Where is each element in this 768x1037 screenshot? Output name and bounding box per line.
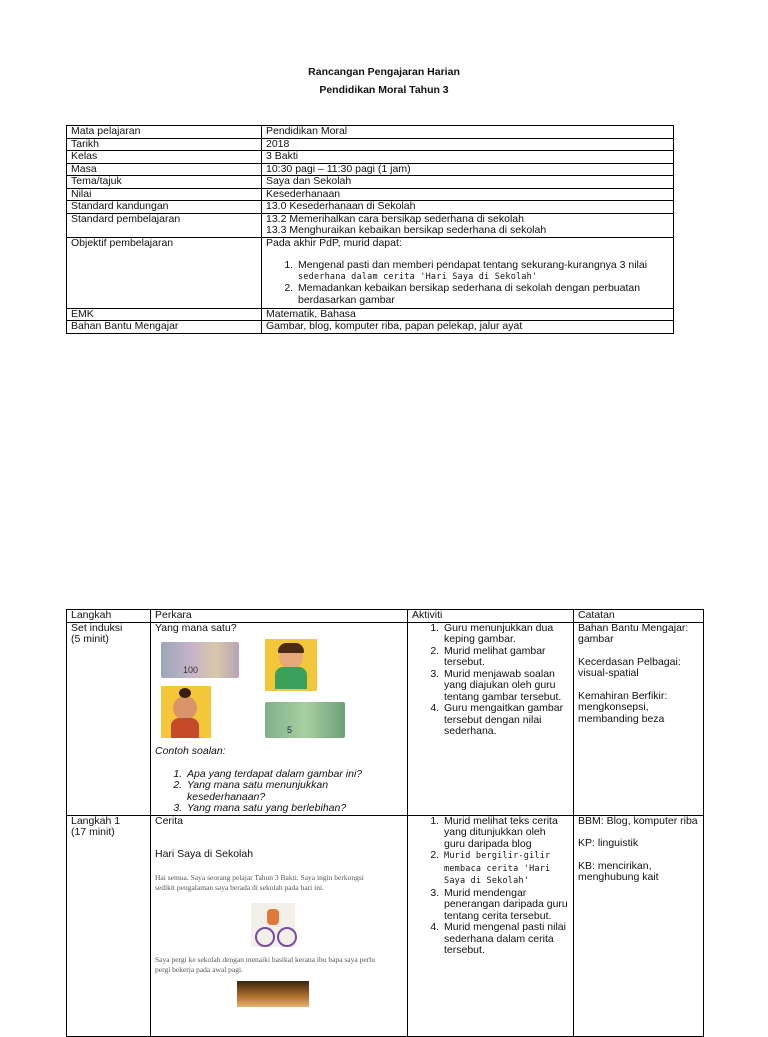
objektif-text: sederhana dalam cerita 'Hari Saya di Sekolah' bbox=[298, 271, 538, 282]
info-row-standard-pembelajaran bbox=[67, 213, 674, 237]
banknote-value: 100 bbox=[183, 664, 199, 675]
lesson-row-set-induksi bbox=[67, 622, 704, 815]
note-text: KB: mencirikan, menghubung kait bbox=[578, 859, 659, 883]
lesson-table bbox=[66, 609, 704, 1037]
note-text: KP: linguistik bbox=[578, 837, 639, 849]
info-row bbox=[67, 163, 674, 176]
activity-text: Guru mengaitkan gambar tersebut dengan nilai sederhana. bbox=[444, 702, 564, 737]
activity-text: Murid bergilir-gilir membaca cerita 'Hari Saya di Sekolah' bbox=[444, 851, 551, 886]
lesson-header-row bbox=[67, 610, 704, 623]
aktiviti-cell bbox=[408, 815, 574, 1036]
info-key: Objektif pembelajaran bbox=[67, 237, 262, 308]
info-value bbox=[262, 213, 674, 237]
note-text: Bahan Bantu Mengajar: gambar bbox=[578, 621, 689, 645]
document-title: Rancangan Pengajaran Harian bbox=[308, 66, 460, 78]
note-text: Kecerdasan Pelbagai: visual-spatial bbox=[578, 655, 681, 679]
question-text: Yang mana satu menunjukkan kesederhanaan? bbox=[187, 779, 329, 803]
step-duration: (5 minit) bbox=[71, 633, 109, 645]
info-row bbox=[67, 321, 674, 334]
info-value bbox=[262, 237, 674, 308]
contoh-label: Contoh soalan: bbox=[155, 745, 226, 757]
list-item bbox=[442, 669, 569, 704]
step-cell bbox=[67, 622, 151, 815]
story-title: Hari Saya di Sekolah bbox=[155, 848, 254, 860]
story-paragraph: Hai semua. Saya seorang pelajar Tahun 3 Bakti. Saya ingin berkongsi sedikit pengalaman saya berada di sekolah pada hari ini. bbox=[155, 872, 364, 892]
objektif-list bbox=[266, 260, 669, 306]
story-paragraph: Saya pergi ke sekolah dengan menaiki basikal kerana ibu bapa saya perlu pergi bekerja pada awal pagi. bbox=[155, 954, 375, 974]
info-row bbox=[67, 308, 674, 321]
perkara-title: Cerita bbox=[155, 814, 184, 827]
question-text: Apa yang terdapat dalam gambar ini? bbox=[187, 767, 363, 780]
info-value: 2018 bbox=[262, 138, 674, 151]
info-key: Masa bbox=[67, 163, 262, 176]
step-name: Set induksi bbox=[71, 621, 123, 634]
image-area bbox=[155, 634, 403, 740]
column-header: Catatan bbox=[574, 610, 704, 623]
list-item bbox=[296, 260, 669, 283]
activity-list bbox=[412, 623, 569, 738]
info-table bbox=[66, 125, 674, 334]
list-item bbox=[442, 623, 569, 646]
info-key: Tarikh bbox=[67, 138, 262, 151]
school-photo-image bbox=[237, 981, 309, 1007]
list-item bbox=[442, 816, 569, 851]
list-item bbox=[442, 646, 569, 669]
info-value: Pendidikan Moral bbox=[262, 126, 674, 139]
info-key: Nilai bbox=[67, 188, 262, 201]
aktiviti-cell bbox=[408, 622, 574, 815]
info-key: Standard kandungan bbox=[67, 201, 262, 214]
objektif-intro: Pada akhir PdP, murid dapat: bbox=[266, 236, 402, 249]
info-row bbox=[67, 151, 674, 164]
activity-list bbox=[412, 816, 569, 957]
info-value: Gambar, blog, komputer riba, papan pelekap, jalur ayat bbox=[262, 321, 674, 334]
info-row bbox=[67, 138, 674, 151]
info-key: Standard pembelajaran bbox=[67, 213, 262, 237]
catatan-cell bbox=[574, 815, 704, 1036]
perkara-cell bbox=[151, 622, 408, 815]
info-value: Kesederhanaan bbox=[262, 188, 674, 201]
list-item bbox=[296, 283, 669, 306]
activity-text: Murid menjawab soalan yang diajukan oleh guru tentang gambar tersebut. bbox=[444, 667, 562, 703]
column-header: Langkah bbox=[67, 610, 151, 623]
girl-character-image bbox=[161, 686, 211, 738]
step-cell bbox=[67, 815, 151, 1036]
step-name: Langkah 1 bbox=[71, 814, 121, 827]
cyclist-image bbox=[155, 901, 403, 951]
column-header: Aktiviti bbox=[408, 610, 574, 623]
activity-text: Murid mengenal pasti nilai sederhana dalam cerita tersebut. bbox=[444, 921, 566, 956]
catatan-cell bbox=[574, 622, 704, 815]
info-row bbox=[67, 176, 674, 189]
activity-text: Murid mendengar penerangan daripada guru tentang cerita tersebut. bbox=[444, 886, 568, 922]
activity-text: Murid melihat teks cerita yang ditunjukkan oleh guru daripada blog bbox=[444, 814, 558, 850]
perkara-title: Yang mana satu? bbox=[155, 621, 237, 634]
info-row bbox=[67, 201, 674, 214]
info-row bbox=[67, 188, 674, 201]
list-item bbox=[442, 922, 569, 957]
lesson-row-langkah-1 bbox=[67, 815, 704, 1036]
info-value: Saya dan Sekolah bbox=[262, 176, 674, 189]
list-item bbox=[442, 850, 569, 888]
note-text: Kemahiran Berfikir: mengkonsepsi, membanding beza bbox=[578, 689, 668, 725]
document-subtitle: Pendidikan Moral Tahun 3 bbox=[319, 84, 449, 96]
info-row-objektif bbox=[67, 237, 674, 308]
step-duration: (17 minit) bbox=[71, 826, 115, 838]
list-item bbox=[185, 803, 403, 815]
info-row bbox=[67, 126, 674, 139]
column-header: Perkara bbox=[151, 610, 408, 623]
banknote-5-image bbox=[265, 702, 345, 738]
list-item bbox=[185, 780, 403, 803]
objektif-text: 1. Mengenal pasti dan memberi pendapat tentang sekurang-kurangnya 3 nilai bbox=[298, 259, 648, 271]
info-key: Kelas bbox=[67, 151, 262, 164]
activity-text: Guru menunjukkan dua keping gambar. bbox=[444, 621, 554, 645]
info-value: 13.0 Kesederhanaan di Sekolah bbox=[262, 201, 674, 214]
activity-text: Murid melihat gambar tersebut. bbox=[444, 644, 546, 668]
info-key: Bahan Bantu Mengajar bbox=[67, 321, 262, 334]
list-item bbox=[442, 703, 569, 738]
note-text: BBM: Blog, komputer riba bbox=[578, 814, 698, 827]
perkara-cell bbox=[151, 815, 408, 1036]
info-value: Matematik, Bahasa bbox=[262, 308, 674, 321]
standard-line: 13.2 Memerihalkan cara bersikap sederhana di sekolah bbox=[266, 212, 524, 225]
objektif-text: Memadankan kebaikan bersikap sederhana di sekolah dengan perbuatan berdasarkan gambar bbox=[298, 282, 641, 306]
question-list bbox=[155, 769, 403, 815]
info-value: 3 Bakti bbox=[262, 151, 674, 164]
info-key: Tema/tajuk bbox=[67, 176, 262, 189]
banknote-100-image bbox=[161, 642, 239, 678]
standard-line: 13.3 Menghuraikan kebaikan bersikap sederhana di sekolah bbox=[266, 224, 547, 236]
info-key: EMK bbox=[67, 308, 262, 321]
info-value: 10:30 pagi – 11:30 pagi (1 jam) bbox=[262, 163, 674, 176]
list-item bbox=[442, 888, 569, 923]
info-key: Mata pelajaran bbox=[67, 126, 262, 139]
boy-character-image bbox=[265, 639, 317, 691]
banknote-value: 5 bbox=[287, 724, 293, 735]
question-text: Yang mana satu yang berlebihan? bbox=[187, 802, 347, 814]
